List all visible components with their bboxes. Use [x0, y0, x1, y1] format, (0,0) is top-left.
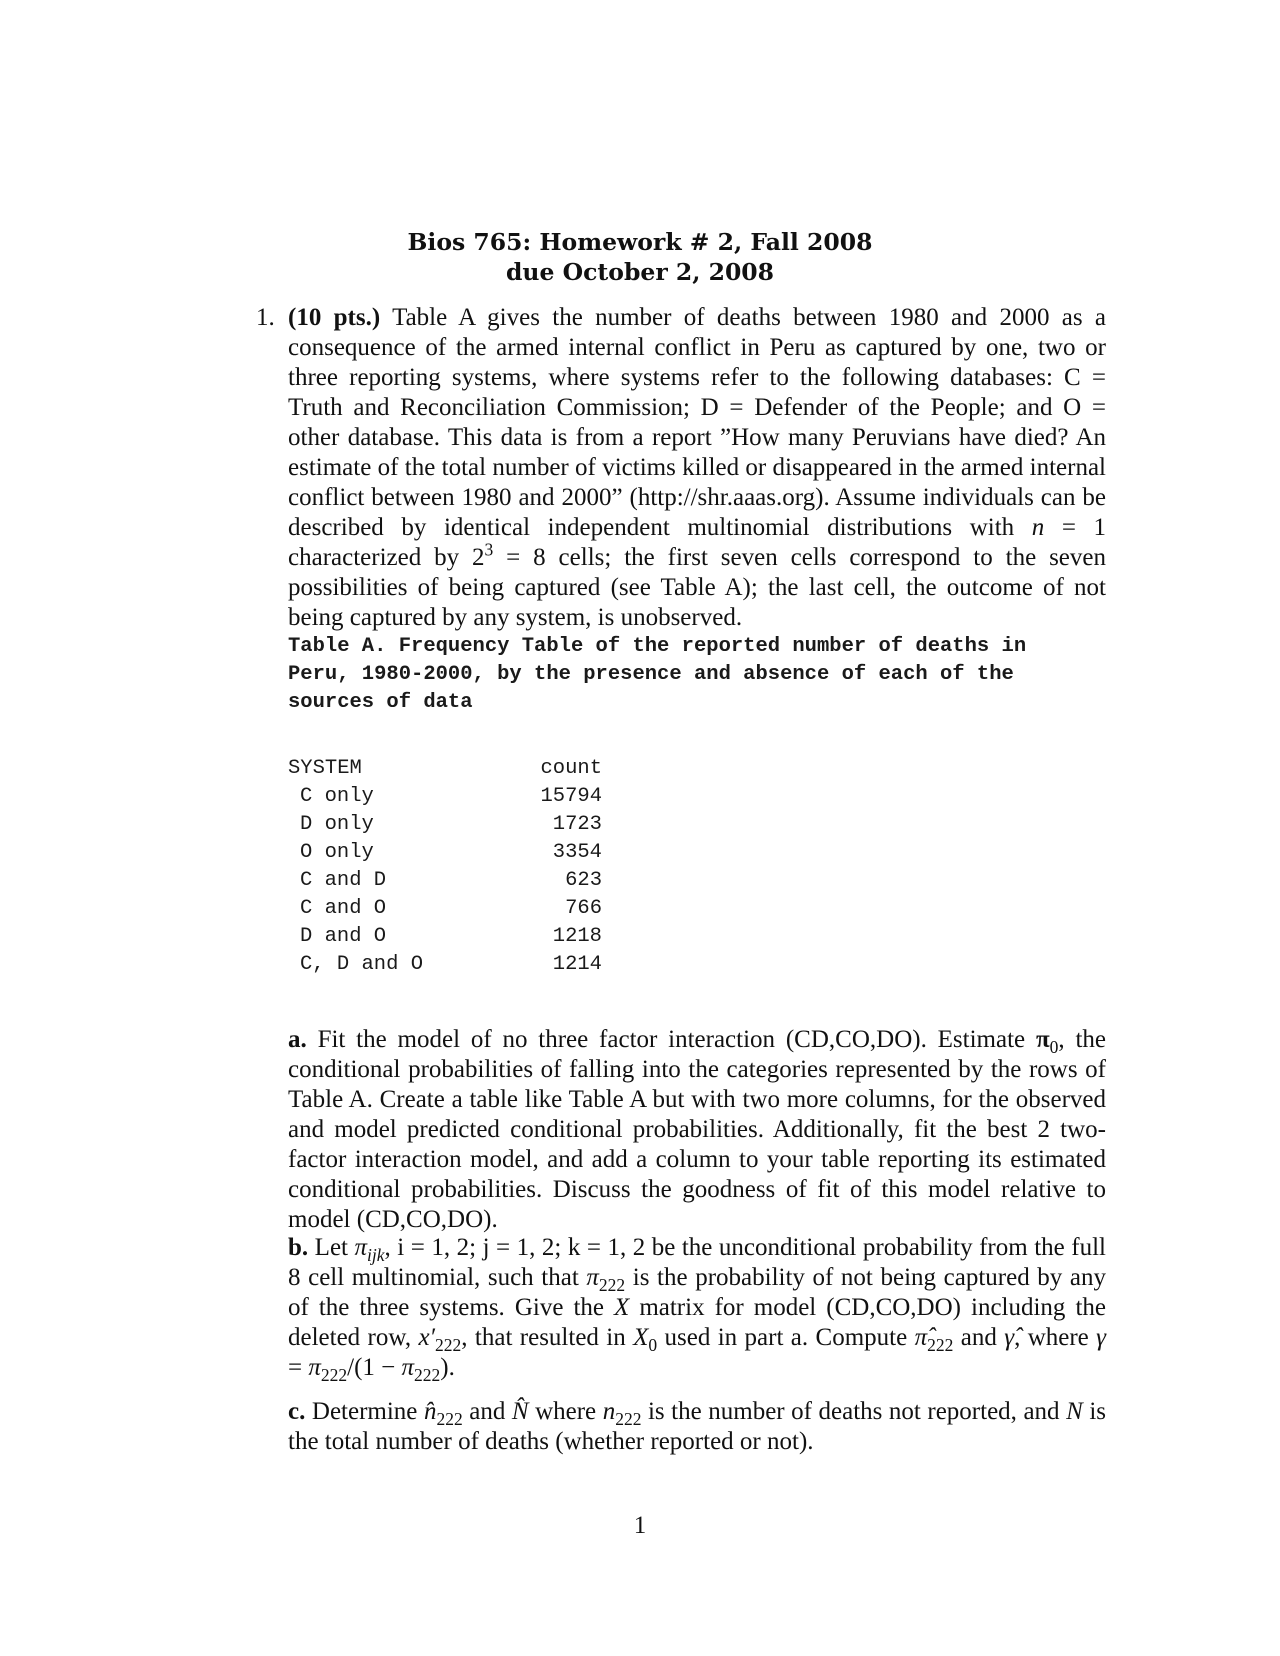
subscript-222: 222: [436, 1409, 463, 1429]
n-hat: n̂: [423, 1398, 437, 1425]
subscript-ijk: ijk: [367, 1245, 385, 1265]
gamma-symbol: γ: [1096, 1324, 1107, 1351]
table-caption: Table A. Frequency Table of the reported number of deaths in Peru, 1980-2000, by the presence and absence of each of the sources of data: [288, 635, 1027, 714]
row-system: C, D and O: [300, 953, 424, 976]
title-line-2: due October 2, 2008: [505, 258, 775, 286]
row-system: D only: [300, 813, 374, 836]
row-system: O only: [300, 841, 374, 864]
row-count: 623: [565, 869, 602, 892]
part-c-text-4: is the number of deaths not reported, and: [641, 1398, 1067, 1425]
row-system: D and O: [300, 925, 387, 948]
problem-intro: [288, 303, 1106, 633]
row-count: 1218: [552, 925, 602, 948]
pi-symbol: π: [586, 1264, 599, 1291]
points-label: (10 pts.): [288, 304, 381, 331]
table-header-row: [288, 755, 602, 783]
part-c-text-1: Determine: [305, 1398, 424, 1425]
intro-text-3: = 8 cells; the first seven cells correspond to the seven possibilities of being captured (see Table A); the last cell, the outcome of not being captured by any system, is unobserved.: [288, 544, 1107, 631]
subscript-0: 0: [648, 1335, 658, 1355]
row-count: 1214: [552, 953, 602, 976]
table-row: [288, 895, 602, 923]
table-row: [288, 923, 602, 951]
part-b-text-8: , where: [1014, 1324, 1097, 1351]
N-hat: N̂: [511, 1398, 529, 1425]
part-a-text-2: , the conditional probabilities of falling into the categories represented by the rows of Table A. Create a table like Table A but with two more columns, for the observed and model predicted conditional probabilities. Additionally, fit the best 2 two-factor interaction model, and add a column to your table reporting its estimated conditional probabilities. Discuss the goodness of fit of this model relative to model (CD,CO,DO).: [288, 1026, 1106, 1233]
row-count: 1723: [552, 813, 602, 836]
header-system: SYSTEM: [288, 757, 362, 780]
pi-symbol: π: [308, 1354, 321, 1381]
table-row: [288, 867, 602, 895]
part-a: [288, 1025, 1106, 1235]
pi-subscript: 0: [1049, 1037, 1059, 1057]
table-row: [288, 811, 602, 839]
frequency-table: [288, 755, 602, 979]
table-a: [288, 633, 1106, 979]
part-b-text-11: ).: [440, 1354, 455, 1381]
part-b-text-10: /(1 −: [347, 1354, 402, 1381]
x-variable: X: [614, 1294, 630, 1321]
part-c-text-5: is the total number of deaths (whether reported or not).: [288, 1398, 1106, 1455]
intro-math-n: n: [1031, 514, 1045, 541]
row-count: 766: [565, 897, 602, 920]
part-c-text-3: where: [528, 1398, 603, 1425]
subscript-222: 222: [927, 1335, 954, 1355]
part-b-text-4: matrix for model (CD,CO,DO) including the deleted row,: [288, 1294, 1106, 1351]
pi-symbol: π: [1035, 1026, 1050, 1053]
table-row: [288, 951, 602, 979]
part-b-text-2: , i = 1, 2; j = 1, 2; k = 1, 2 be the unconditional probability from the full 8 cell multinomial, such that: [288, 1234, 1106, 1291]
part-b: [288, 1233, 1106, 1383]
pi-hat: π̂: [914, 1324, 928, 1351]
part-a-label: a.: [288, 1026, 307, 1053]
x-prime: x′: [418, 1324, 436, 1351]
pi-symbol: π: [354, 1234, 368, 1261]
title-line-1: Bios 765: Homework # 2, Fall 2008: [407, 228, 873, 256]
intro-sup: 3: [484, 539, 494, 560]
part-b-text-7: and: [953, 1324, 1005, 1351]
part-b-text-9: =: [288, 1354, 309, 1381]
intro-text: Table A gives the number of deaths between 1980 and 2000 as a consequence of the armed internal conflict in Peru as captured by one, two or three reporting systems, where systems refer to the following databases: C = Truth and Reconciliation Commission; D = Defender of the People; and O = other database. This data is from a report ”How many Peruvians have died? An estimate of the total number of victims killed or disappeared in the armed internal conflict between 1980 and 2000” (http://shr.aaas.org). Assume individuals can be described by identical independent multinomial distributions with: [288, 304, 1107, 541]
page-number: 1: [633, 1512, 647, 1539]
part-c-label: c.: [288, 1398, 306, 1425]
intro-text-2: = 1 characterized by 2: [288, 514, 1106, 571]
N-variable: N: [1066, 1398, 1083, 1425]
intro-paragraph: [288, 303, 1106, 633]
pi-symbol: π: [401, 1354, 415, 1381]
part-a-paragraph: [288, 1025, 1106, 1235]
row-system: C and O: [300, 897, 387, 920]
gamma-hat: γ̂: [1004, 1324, 1015, 1351]
n-variable: n: [602, 1398, 616, 1425]
part-b-paragraph: [288, 1233, 1106, 1383]
table-row: [288, 839, 602, 867]
part-b-text-3: is the probability of not being captured by any of the three systems. Give the: [288, 1264, 1106, 1321]
part-a-text-1: Fit the model of no three factor interaction (CD,CO,DO). Estimate: [306, 1026, 1036, 1053]
part-b-text-1: Let: [308, 1234, 355, 1261]
x-zero: X: [633, 1324, 649, 1351]
row-system: C and D: [300, 869, 387, 892]
header-count: count: [540, 757, 602, 780]
part-b-text-6: used in part a. Compute: [657, 1324, 915, 1351]
part-b-text-5: , that resulted in: [461, 1324, 634, 1351]
row-system: C only: [300, 785, 374, 808]
row-count: 15794: [540, 785, 602, 808]
part-b-label: b.: [288, 1234, 309, 1261]
part-c: [288, 1397, 1106, 1457]
problem-number: 1.: [256, 304, 275, 331]
row-count: 3354: [552, 841, 602, 864]
page-title: [0, 227, 1280, 287]
subscript-222: 222: [598, 1275, 626, 1295]
subscript-222: 222: [414, 1365, 441, 1385]
part-c-paragraph: [288, 1397, 1106, 1457]
part-c-text-2: and: [462, 1398, 512, 1425]
subscript-222: 222: [615, 1409, 642, 1429]
table-row: [288, 783, 602, 811]
subscript-222: 222: [435, 1335, 462, 1355]
subscript-222: 222: [320, 1365, 348, 1385]
